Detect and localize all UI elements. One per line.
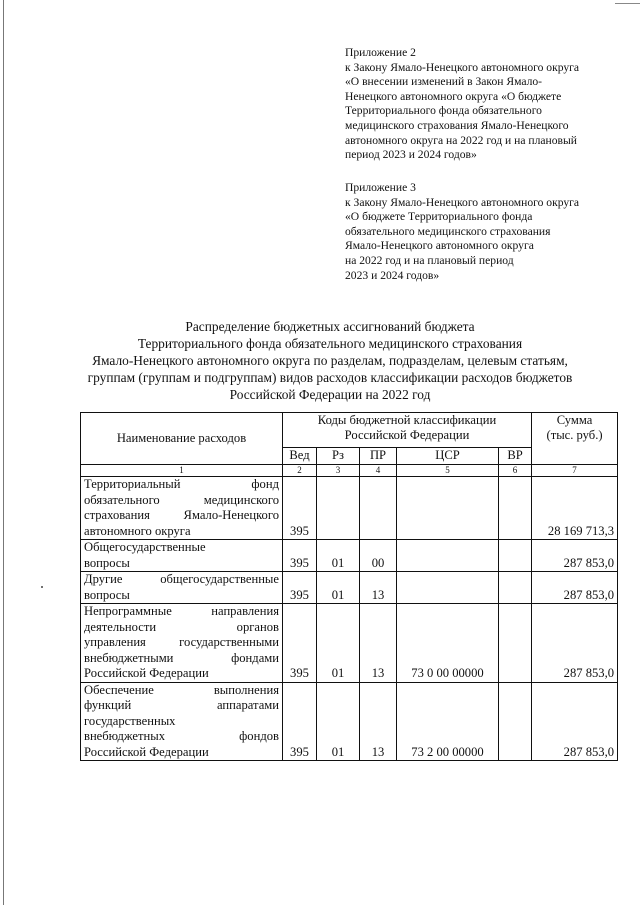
document-title — [60, 318, 600, 403]
vr-cell — [499, 604, 532, 683]
table-row — [81, 604, 618, 683]
header-codes-line: Коды бюджетной классификации — [317, 413, 497, 427]
ved-cell: 395 — [283, 572, 317, 604]
appendix-2-line: Ненецкого автономного округа «О бюджете — [345, 89, 562, 103]
expense-name-line: внебюджетных фондов — [84, 729, 279, 743]
expense-name-line: автономного округа — [84, 523, 191, 538]
vr-cell — [499, 572, 532, 604]
column-number: 7 — [532, 465, 618, 477]
expense-name-line: внебюджетными фондами — [84, 650, 279, 665]
appendix-3-line: на 2022 год и на плановый период — [345, 253, 514, 267]
table-row — [81, 572, 618, 604]
header-sum — [532, 413, 618, 465]
table-row — [81, 682, 618, 761]
table-row — [81, 540, 618, 572]
table-row — [81, 477, 618, 540]
appendix-2-heading — [345, 46, 630, 163]
appendix-3-line: «О бюджете Территориального фонда — [345, 210, 533, 224]
title-line: Российской Федерации на 2022 год — [229, 387, 431, 402]
column-number: 3 — [317, 465, 360, 477]
header-sum-line: Сумма — [556, 413, 593, 427]
expense-name-line: Российской Федерации — [84, 666, 209, 680]
title-line: Территориального фонда обязательного медицинского страхования — [137, 336, 523, 351]
vr-cell — [499, 477, 532, 540]
expense-name-cell — [81, 477, 283, 540]
expense-name-line: деятельности органов — [84, 619, 279, 634]
sum-cell: 287 853,0 — [532, 572, 618, 604]
rz-cell — [317, 477, 360, 540]
csr-cell — [397, 477, 499, 540]
expense-name-cell — [81, 540, 283, 572]
header-ved: Вед — [283, 448, 317, 465]
expense-name-line: Другие общегосударственные — [84, 572, 279, 586]
title-line: группам (группам и подгруппам) видов расходов классификации расходов бюджетов — [87, 370, 573, 385]
column-number: 1 — [81, 465, 283, 477]
pr-cell: 00 — [360, 540, 397, 572]
expense-name-line: государственных — [84, 713, 176, 728]
sum-cell: 287 853,0 — [532, 604, 618, 683]
appendix-3-line: Приложение 3 — [345, 181, 416, 194]
expense-name-line: Общегосударственные — [84, 540, 206, 554]
appendix-2-line: медицинского страхования Ямало-Ненецкого — [345, 118, 569, 132]
header-codes-line: Российской Федерации — [344, 428, 470, 442]
column-number: 2 — [283, 465, 317, 477]
title-line: Ямало-Ненецкого автономного округа по разделам, подразделам, целевым статьям, — [92, 353, 568, 368]
appendix-2-line: период 2023 и 2024 годов» — [345, 148, 477, 162]
rz-cell: 01 — [317, 540, 360, 572]
header-pr: ПР — [360, 448, 397, 465]
page-edge-left — [3, 0, 4, 905]
vr-cell — [499, 540, 532, 572]
appendix-3-line: обязательного медицинского страхования — [345, 224, 551, 238]
column-number: 6 — [499, 465, 532, 477]
budget-table — [80, 412, 618, 761]
header-sum-line: (тыс. руб.) — [546, 428, 603, 442]
appendix-2-line: «О внесении изменений в Закон Ямало- — [345, 75, 543, 89]
header-codes — [283, 413, 532, 448]
vr-cell — [499, 682, 532, 761]
appendix-3-heading — [345, 181, 630, 283]
expense-name-line: обязательного медицинского — [84, 492, 279, 507]
column-number: 4 — [360, 465, 397, 477]
expense-name-line: Обеспечение выполнения — [84, 682, 279, 697]
ved-cell: 395 — [283, 477, 317, 540]
column-number: 5 — [397, 465, 499, 477]
csr-cell: 73 2 00 00000 — [397, 682, 499, 761]
title-line: Распределение бюджетных ассигнований бюджета — [185, 319, 475, 334]
expense-name-cell — [81, 604, 283, 683]
ved-cell: 395 — [283, 540, 317, 572]
header-rz: Рз — [317, 448, 360, 465]
sum-cell: 28 169 713,3 — [532, 477, 618, 540]
expense-name-line: Территориальный фонд — [84, 477, 279, 491]
page-edge-top — [615, 3, 640, 4]
expense-name-line: Непрограммные направления — [84, 604, 279, 618]
appendix-2-line: автономного округа на 2022 год и на плановый — [345, 133, 578, 147]
rz-cell: 01 — [317, 604, 360, 683]
table-header-row — [81, 413, 618, 448]
expense-name-line: управления государственными — [84, 635, 279, 649]
ved-cell: 395 — [283, 682, 317, 761]
table-body — [81, 477, 618, 761]
appendix-3-line: к Закону Ямало-Ненецкого автономного округа — [345, 195, 580, 209]
csr-cell: 73 0 00 00000 — [397, 604, 499, 683]
pr-cell: 13 — [360, 604, 397, 683]
expense-name-line: функций аппаратами — [84, 698, 279, 712]
rz-cell: 01 — [317, 572, 360, 604]
header-csr: ЦСР — [397, 448, 499, 465]
header-name: Наименование расходов — [81, 413, 283, 465]
expense-name-cell — [81, 682, 283, 761]
column-number-row — [81, 465, 618, 477]
expense-name-line: вопросы — [84, 555, 130, 570]
rz-cell: 01 — [317, 682, 360, 761]
appendix-3-line: 2023 и 2024 годов» — [345, 268, 440, 282]
csr-cell — [397, 540, 499, 572]
csr-cell — [397, 572, 499, 604]
appendix-2-line: к Закону Ямало-Ненецкого автономного округа — [345, 60, 580, 74]
sum-cell: 287 853,0 — [532, 682, 618, 761]
scan-speck — [41, 586, 43, 588]
expense-name-line: Российской Федерации — [84, 744, 209, 759]
pr-cell — [360, 477, 397, 540]
pr-cell: 13 — [360, 682, 397, 761]
ved-cell: 395 — [283, 604, 317, 683]
expense-name-line: страхования Ямало-Ненецкого — [84, 508, 279, 522]
appendix-3-line: Ямало-Ненецкого автономного округа — [345, 239, 534, 253]
appendix-2-line: Приложение 2 — [345, 46, 416, 59]
expense-name-cell — [81, 572, 283, 604]
header-vr: ВР — [499, 448, 532, 465]
sum-cell: 287 853,0 — [532, 540, 618, 572]
appendix-2-line: Территориального фонда обязательного — [345, 104, 542, 118]
expense-name-line: вопросы — [84, 587, 130, 602]
pr-cell: 13 — [360, 572, 397, 604]
